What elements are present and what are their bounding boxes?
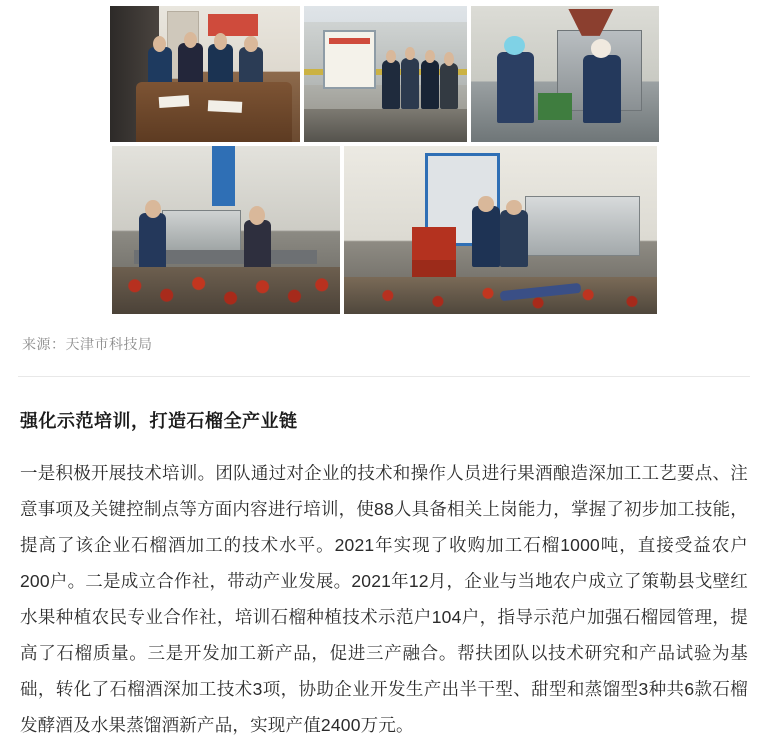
- article-paragraph: 一是积极开展技术培训。团队通过对企业的技术和操作人员进行果酒酿造深加工工艺要点、注意事项及关键控制点等方面内容进行培训，使88人具备相关上岗能力，掌握了初步加工技能，提高了该企业石榴酒加工的技术水平。2021年实现了收购加工石榴1000吨，直接受益农户200户。二是成立合作社，带动产业发展。2021年12月，企业与当地农户成立了策勒县戈壁红水果种植农民专业合作社，培训石榴种植技术示范户104户，指导示范户加强石榴园管理，提高了石榴质量。三是开发加工新产品，促进三产融合。帮扶团队以技术研究和产品试验为基础，转化了石榴酒深加工技术3项，协助企业开发生产出半干型、甜型和蒸馏型3种共6款石榴发酵酒及水果蒸馏酒新产品，实现产值2400万元。: [20, 463, 748, 735]
- photo-outdoor-inspection: [304, 6, 467, 142]
- photo-workshop-operation: [471, 6, 659, 142]
- photo-warehouse-sorting: [344, 146, 657, 314]
- source-attribution: 来源：天津市科技局: [22, 336, 153, 352]
- photo-processing-line: [112, 146, 340, 314]
- photo-collage: [18, 0, 750, 314]
- section-divider: [18, 376, 750, 377]
- photo-meeting-training: [110, 6, 300, 142]
- photo-row-top: [18, 6, 750, 142]
- photo-row-bottom: [18, 146, 750, 314]
- section-title: 强化示范培训，打造石榴全产业链: [20, 411, 298, 431]
